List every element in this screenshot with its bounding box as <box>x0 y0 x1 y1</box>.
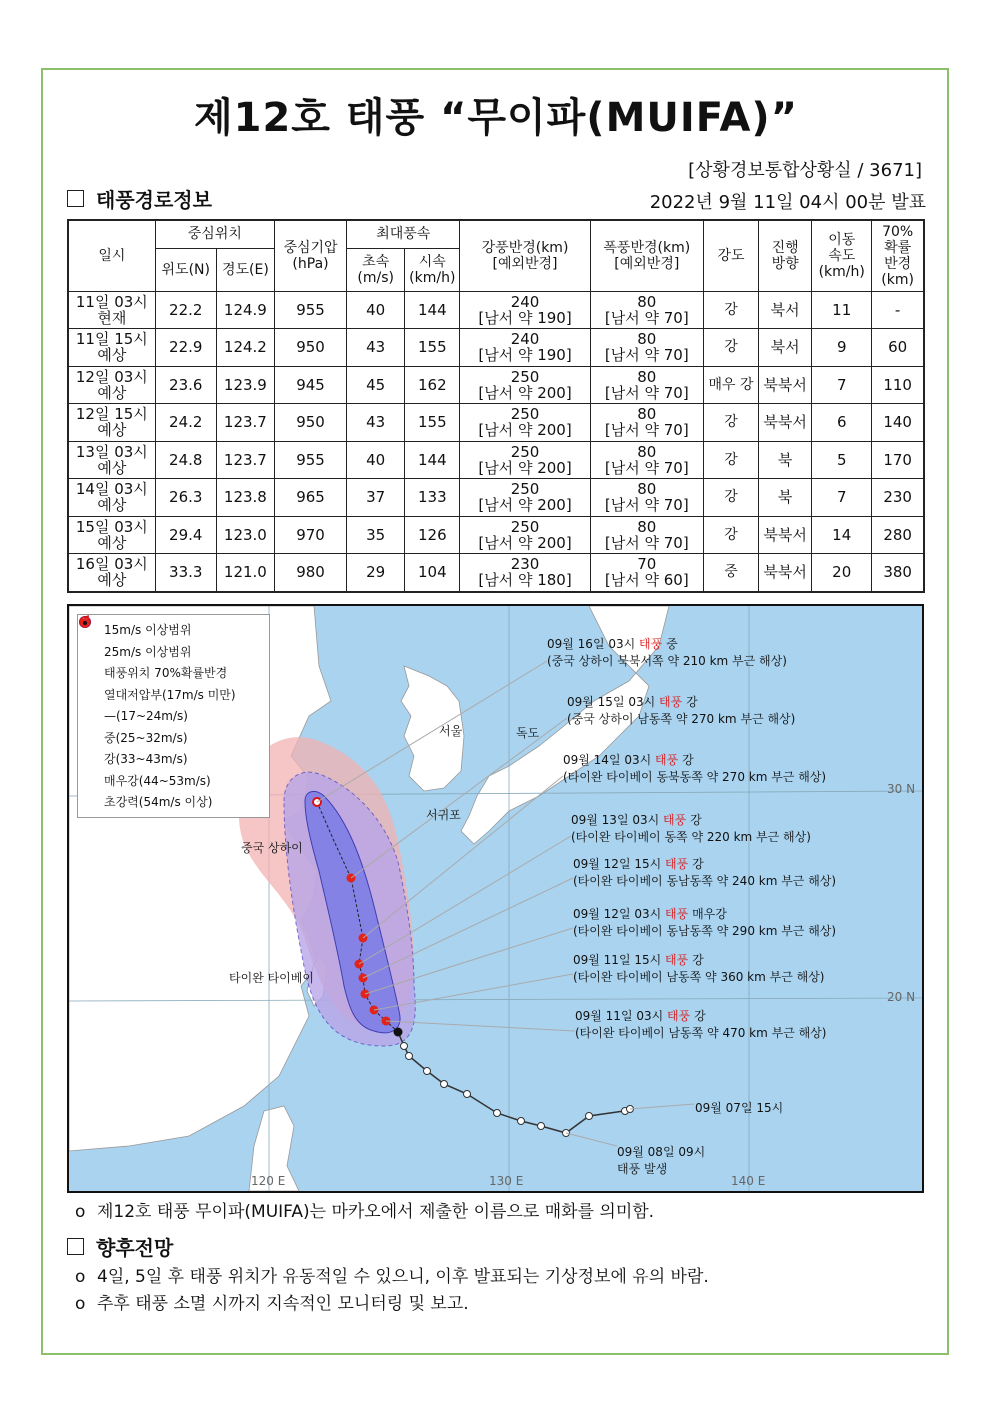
pressure-cell: 970 <box>274 516 346 554</box>
header-intensity: 강도 <box>703 220 758 291</box>
forecast-label: 09월 12일 15시 태풍 강 (타이완 타이베이 동남동쪽 약 240 km 부근 해상) <box>573 857 837 888</box>
past-marker <box>464 1091 471 1098</box>
table-row <box>68 516 924 554</box>
ms-cell: 40 <box>347 291 405 329</box>
header-lon: 경도(E) <box>216 248 274 291</box>
date-cell: 12일 03시 예상 <box>68 366 155 404</box>
speed-cell: 5 <box>812 441 872 479</box>
checkbox-icon <box>67 1238 84 1255</box>
storm-cell: 80 [남서 약 70] <box>590 329 703 367</box>
legend-item <box>84 684 263 706</box>
issued-time: 2022년 9월 11일 04시 00분 발표 <box>649 192 926 213</box>
place-seogwipo: 서귀포 <box>426 808 461 822</box>
past-marker <box>441 1081 448 1088</box>
speed-cell: 14 <box>812 516 872 554</box>
gale-cell: 240 [남서 약 190] <box>460 329 590 367</box>
forecast-label: 09월 15일 03시 태풍 강 (중국 상하이 남동쪽 약 270 km 부근 해상) <box>567 695 796 726</box>
header-storm: 폭풍반경(km) [예외반경] <box>590 220 703 291</box>
prob-cell: 380 <box>872 554 924 592</box>
lat-cell: 26.3 <box>155 479 216 517</box>
past-marker <box>518 1118 525 1125</box>
ms-cell: 45 <box>347 366 405 404</box>
date-cell: 11일 03시 현재 <box>68 291 155 329</box>
prob-cell: 280 <box>872 516 924 554</box>
table-row <box>68 329 924 367</box>
header-lat: 위도(N) <box>155 248 216 291</box>
gale-cell: 250 [남서 약 200] <box>460 404 590 442</box>
direction-cell: 북서 <box>759 291 812 329</box>
speed-cell: 11 <box>812 291 872 329</box>
forecast-label: 09월 11일 03시 태풍 강 (타이완 타이베이 남동쪽 약 470 km 부근 해상) <box>575 1009 827 1040</box>
date-cell: 15일 03시 예상 <box>68 516 155 554</box>
department-label: [상황경보통합상황실 / 3671] <box>688 160 922 181</box>
place-taipei: 타이완 타이베이 <box>229 971 314 985</box>
kmh-cell: 126 <box>405 516 460 554</box>
forecast-label: 09월 11일 15시 태풍 강 (타이완 타이베이 남동쪽 약 360 km 부근 해상) <box>573 953 825 984</box>
storm-cell: 80 [남서 약 70] <box>590 404 703 442</box>
header-pressure: 중심기압 (hPa) <box>274 220 346 291</box>
date-cell: 12일 15시 예상 <box>68 404 155 442</box>
typhoon-marker-current <box>394 1028 403 1037</box>
header-gale: 강풍반경(km) [예외반경] <box>460 220 590 291</box>
lon-cell: 123.7 <box>216 441 274 479</box>
gale-cell: 250 [남서 약 200] <box>460 441 590 479</box>
speed-cell: 7 <box>812 479 872 517</box>
forecast-label: 09월 12일 03시 태풍 매우강 (타이완 타이베이 동남동쪽 약 290 km 부근 해상) <box>573 907 837 938</box>
header-datetime: 일시 <box>68 220 155 291</box>
storm-cell: 80 [남서 약 70] <box>590 291 703 329</box>
lon-cell: 124.9 <box>216 291 274 329</box>
pressure-cell: 980 <box>274 554 346 592</box>
storm-cell: 80 [남서 약 70] <box>590 479 703 517</box>
past-marker <box>401 1043 408 1050</box>
intensity-cell: 중 <box>703 554 758 592</box>
grid-label-30n: 30 N <box>887 782 916 796</box>
lat-cell: 33.3 <box>155 554 216 592</box>
lon-cell: 123.8 <box>216 479 274 517</box>
lat-cell: 29.4 <box>155 516 216 554</box>
legend-label: 초강력(54m/s 이상) <box>104 795 213 810</box>
direction-cell: 북북서 <box>759 366 812 404</box>
table-row <box>68 479 924 517</box>
table-row <box>68 441 924 479</box>
past-marker <box>494 1110 501 1117</box>
table-row <box>68 404 924 442</box>
place-shanghai: 중국 상하이 <box>241 841 303 855</box>
legend-item <box>84 791 263 813</box>
forecast-label: 09월 13일 03시 태풍 강 (타이완 타이베이 동쪽 약 220 km 부근 해상) <box>571 813 811 844</box>
legend-item <box>84 727 263 749</box>
header-kmh: 시속 (km/h) <box>405 248 460 291</box>
grid-label-130e: 130 E <box>489 1174 524 1188</box>
prob-cell: 230 <box>872 479 924 517</box>
ms-cell: 29 <box>347 554 405 592</box>
kmh-cell: 144 <box>405 441 460 479</box>
ms-cell: 40 <box>347 441 405 479</box>
past-track <box>398 1032 629 1133</box>
legend-label: 강(33~43m/s) <box>104 752 188 767</box>
gale-cell: 250 [남서 약 200] <box>460 479 590 517</box>
speed-cell: 20 <box>812 554 872 592</box>
direction-cell: 북북서 <box>759 404 812 442</box>
intensity-cell: 강 <box>703 479 758 517</box>
speed-cell: 7 <box>812 366 872 404</box>
legend-label: 열대저압부(17m/s 미만) <box>104 687 236 702</box>
gale-cell: 240 [남서 약 190] <box>460 291 590 329</box>
kmh-cell: 155 <box>405 404 460 442</box>
legend-label: 태풍위치 70%확률반경 <box>104 666 228 681</box>
lon-cell: 123.9 <box>216 366 274 404</box>
note-outlook-2: o 추후 태풍 소멸 시까지 지속적인 모니터링 및 보고. <box>75 1294 469 1314</box>
header-center: 중심위치 <box>155 220 274 248</box>
lon-cell: 124.2 <box>216 329 274 367</box>
direction-cell: 북 <box>759 441 812 479</box>
past-marker <box>586 1113 593 1120</box>
legend-item <box>84 770 263 792</box>
legend-label: 매우강(44~53m/s) <box>104 773 211 788</box>
storm-cell: 70 [남서 약 60] <box>590 554 703 592</box>
prob-cell: - <box>872 291 924 329</box>
ms-cell: 43 <box>347 404 405 442</box>
ms-cell: 43 <box>347 329 405 367</box>
pressure-cell: 955 <box>274 441 346 479</box>
map-legend <box>77 614 270 818</box>
date-cell: 14일 03시 예상 <box>68 479 155 517</box>
pressure-cell: 950 <box>274 329 346 367</box>
table-row <box>68 366 924 404</box>
kmh-cell: 155 <box>405 329 460 367</box>
kmh-cell: 133 <box>405 479 460 517</box>
checkbox-icon <box>67 190 84 207</box>
intensity-cell: 강 <box>703 291 758 329</box>
ms-cell: 35 <box>347 516 405 554</box>
legend-label: 중(25~32m/s) <box>104 730 188 745</box>
note-outlook-1: o 4일, 5일 후 태풍 위치가 유동적일 수 있으니, 이후 발표되는 기상정보에 유의 바람. <box>75 1267 709 1287</box>
lon-cell: 123.7 <box>216 404 274 442</box>
grid-label-140e: 140 E <box>731 1174 766 1188</box>
speed-cell: 6 <box>812 404 872 442</box>
prob-cell: 170 <box>872 441 924 479</box>
lon-cell: 123.0 <box>216 516 274 554</box>
header-maxwind: 최대풍속 <box>347 220 460 248</box>
section-title: 태풍경로정보 <box>96 188 212 212</box>
pressure-cell: 945 <box>274 366 346 404</box>
intensity-cell: 강 <box>703 329 758 367</box>
lat-cell: 22.2 <box>155 291 216 329</box>
legend-label: 25m/s 이상범위 <box>104 644 192 659</box>
legend-label: 15m/s 이상범위 <box>104 623 192 638</box>
kmh-cell: 144 <box>405 291 460 329</box>
header-direction: 진행 방향 <box>759 220 812 291</box>
lat-cell: 24.2 <box>155 404 216 442</box>
lat-cell: 24.8 <box>155 441 216 479</box>
intensity-cell: 강 <box>703 516 758 554</box>
past-label-07d15: 09월 07일 15시 <box>695 1101 784 1115</box>
speed-cell: 9 <box>812 329 872 367</box>
date-cell: 13일 03시 예상 <box>68 441 155 479</box>
lon-cell: 121.0 <box>216 554 274 592</box>
forecast-label: 09월 14일 03시 태풍 강 (타이완 타이베이 동북동쪽 약 270 km 부근 해상) <box>563 753 827 784</box>
direction-cell: 북북서 <box>759 554 812 592</box>
section-track-info <box>67 184 212 213</box>
grid-label-120e: 120 E <box>251 1174 286 1188</box>
prob-cell: 110 <box>872 366 924 404</box>
header-ms: 초속 (m/s) <box>347 248 405 291</box>
header-prob: 70% 확률 반경 (km) <box>872 220 924 291</box>
prob-cell: 60 <box>872 329 924 367</box>
ms-cell: 37 <box>347 479 405 517</box>
place-dokdo: 독도 <box>516 726 540 740</box>
legend-label: —(17~24m/s) <box>104 708 188 723</box>
pressure-cell: 965 <box>274 479 346 517</box>
pressure-cell: 950 <box>274 404 346 442</box>
place-seoul: 서울 <box>439 724 463 738</box>
prob-cell: 140 <box>872 404 924 442</box>
past-marker <box>424 1068 431 1075</box>
past-label-08d09: 09월 08일 09시 태풍 발생 <box>617 1145 706 1176</box>
direction-cell: 북 <box>759 479 812 517</box>
table-row <box>68 554 924 592</box>
storm-cell: 80 [남서 약 70] <box>590 441 703 479</box>
gale-cell: 250 [남서 약 200] <box>460 366 590 404</box>
legend-item <box>84 705 263 727</box>
storm-cell: 80 [남서 약 70] <box>590 516 703 554</box>
intensity-cell: 강 <box>703 441 758 479</box>
legend-item <box>84 619 263 641</box>
intensity-cell: 매우 강 <box>703 366 758 404</box>
storm-cell: 80 [남서 약 70] <box>590 366 703 404</box>
section-title: 향후전망 <box>96 1236 174 1260</box>
lat-cell: 22.9 <box>155 329 216 367</box>
section-outlook <box>67 1232 173 1261</box>
legend-item <box>84 641 263 663</box>
page-title: 제12호 태풍 “무이파(MUIFA)” <box>194 95 798 141</box>
past-marker <box>538 1123 545 1130</box>
typhoon-track-table <box>67 219 925 593</box>
header-speed: 이동 속도 (km/h) <box>812 220 872 291</box>
gale-cell: 230 [남서 약 180] <box>460 554 590 592</box>
forecast-label: 09월 16일 03시 태풍 중 (중국 상하이 북북서쪽 약 210 km 부근 해상) <box>547 637 787 668</box>
legend-item <box>84 662 263 684</box>
typhoon-track-map <box>67 604 924 1193</box>
intensity-cell: 강 <box>703 404 758 442</box>
note-name: o 제12호 태풍 무이파(MUIFA)는 마카오에서 제출한 이름으로 매화를 의미함. <box>75 1202 655 1222</box>
grid-label-20n: 20 N <box>887 990 916 1004</box>
date-cell: 11일 15시 예상 <box>68 329 155 367</box>
kmh-cell: 104 <box>405 554 460 592</box>
table-row <box>68 291 924 329</box>
date-cell: 16일 03시 예상 <box>68 554 155 592</box>
gale-cell: 250 [남서 약 200] <box>460 516 590 554</box>
lat-cell: 23.6 <box>155 366 216 404</box>
legend-item <box>84 748 263 770</box>
past-marker <box>406 1053 413 1060</box>
kmh-cell: 162 <box>405 366 460 404</box>
direction-cell: 북북서 <box>759 516 812 554</box>
direction-cell: 북서 <box>759 329 812 367</box>
pressure-cell: 955 <box>274 291 346 329</box>
